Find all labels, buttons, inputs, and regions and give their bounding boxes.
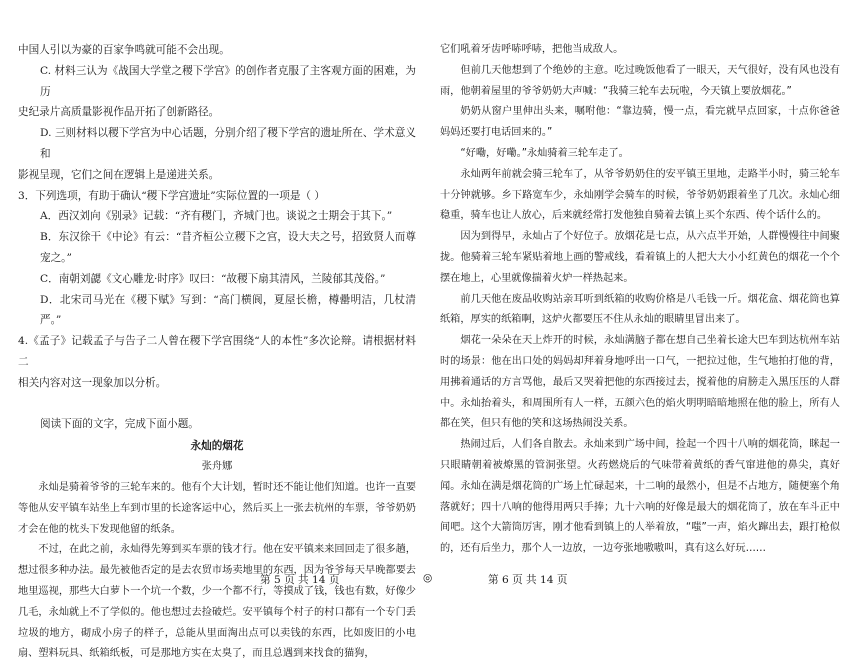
story-paragraph: 它们吼着牙齿呼哧呼哧，把他当成敌人。 bbox=[440, 44, 624, 55]
q3-option-d: D．北宋司马光在《稷下赋》写到：“高门横阆，夏屋长檐，樽罍明洁，几杖清严。” bbox=[40, 293, 416, 327]
q4-stem-cont: 相关内容对这一现象加以分析。 bbox=[18, 376, 167, 389]
story-title: 永灿的烟花 bbox=[190, 440, 244, 453]
story-paragraph: “好嘞，好嘞。”永灿骑着三轮车走了。 bbox=[460, 147, 629, 159]
story-paragraph: 热闹过后，人们各自散去。永灿来到广场中间，捡起一个四十八响的烟花筒，眯起一只眼睛朝着被燎黑的管洞张望。火药燃烧后的气味带着黄纸的香气窜进他的鼻尖，真好闻。永灿在满是烟花筒的广场上忙碌起来，十二响的最然小，但是不占地方，随便塞个角落就好；四十八响的他得用两只手捧；九十六响的好像是最大的烟花筒了，放在车斗正中间吧。这个大箭筒厉害，刚才他看到镇上的人举着放，“嗤”一声，焰火蹿出去，跟打枪似的，还有后坐力，那个人一边放，一边夸张地嗷嗷叫，真有这么好玩…… bbox=[440, 439, 840, 555]
left-column bbox=[18, 40, 416, 665]
story-paragraph: 永灿是骑着爷爷的三轮车来的。他有个大计划，暂时还不能让他们知道。也许一直要等他从安平镇车站坐上车到市里的长途客运中心，然后买上一张去杭州的车票，爷爷奶奶才会在他的枕头下发现他留的纸条。 bbox=[18, 481, 416, 535]
reading-instruction: 阅读下面的文字，完成下面小题。 bbox=[40, 417, 199, 430]
q2-option-c-cont: 史纪录片高质量影视作品开拓了创新路径。 bbox=[18, 106, 220, 119]
story-author: 张舟娜 bbox=[201, 461, 233, 473]
q3-option-b: B．东汉徐干《中论》有云：“昔齐桓公立稷下之宫，设大夫之号，招致贤人而尊宠之。” bbox=[40, 231, 416, 264]
q2-option-d-cont: 影视呈现，它们之间在逻辑上是递进关系。 bbox=[18, 168, 220, 181]
right-column bbox=[440, 40, 840, 560]
story-paragraph: 不过，在此之前，永灿得先筹到买车票的钱才行。他在安平镇来来回回走了很多趟，想过很多种办法。最先被他否定的是去农贸市场卖地里的东西，因为爷爷每天早晚都要去地里巡视，那些大白萝卜一个坑一个数，少一个都不行，等摸成了钱，钱也有数，好像少几毛，永灿就上不了学似的。他也想过去捡破烂。安平镇每个村子的村口都有一个专门丢垃圾的地方，砌成小房子的样子，总能从里面淘出点可以卖钱的东西，比如废旧的小电扇、塑料玩具、纸箱纸板，可是那地方实在太臭了，而且总遇到来找食的猫狗， bbox=[18, 544, 416, 660]
page-number-left: 第 5 页 共 14 页 bbox=[260, 574, 340, 586]
story-paragraph: 但前几天他想到了个绝妙的主意。吃过晚饭他看了一眼天，天气很好，没有风也没有雨，他朝着屋里的爷爷奶奶大声喊：“我骑三轮车去玩啦，今天镇上要放烟花。” bbox=[440, 64, 840, 97]
spacer bbox=[18, 394, 416, 414]
story-paragraph: 因为到得早，永灿占了个好位子。放烟花是七点，从六点半开始，人群慢慢往中间聚拢。他骑着三轮车紧贴着地上画的警戒线，看着镇上的人把大大小小红黄色的烟花一个个摆在地上，心里就像揣着火炉一样热起来。 bbox=[440, 231, 840, 284]
story-paragraph: 前几天他在废品收购站亲耳听到纸箱的收购价格是八毛钱一斤。烟花盒、烟花筒也算纸箱，厚实的纸箱啊，这炉火都要压不住从永灿的眼睛里冒出来了。 bbox=[440, 293, 840, 326]
story-paragraph: 永灿两年前就会骑三轮车了，从爷爷奶奶住的安平镇王里地，走路半小时，骑三轮车十分钟就够。乡下路宽车少，永灿刚学会骑车的时候，爷爷奶奶跟着坐了几次。永灿心细稳重，骑车也让人放心，后来就经常打发他独自骑着去镇上买个东西、传个话什么的。 bbox=[440, 168, 840, 222]
q3-option-c: C．南朝刘勰《文心雕龙·时序》叹曰：“故稷下扇其清风，兰陵郁其茂俗。” bbox=[40, 272, 386, 285]
q2-option-b-tail: 中国人引以为豪的百家争鸣就可能不会出现。 bbox=[18, 44, 230, 56]
page-number-right: 第 6 页 共 14 页 bbox=[488, 574, 568, 586]
story-paragraph: 烟花一朵朵在天上炸开的时候，永灿满脑子都在想自己坐着长途大巴车到达杭州车站时的场景：他在出口处的妈妈却拜着身地呼出一口气，一把拉过他，生气地拍打他的背，用拂着通话的方言骂他，最后又哭着把他的东西接过去，搅着他的肩膀走入黑压压的人群中。永灿抬着头，和周围所有人一样，五颜六色的焰火明明暗暗地照在他的脸上，所有人都在笑，但只有他的笑和这场热闹没关系。 bbox=[440, 335, 840, 430]
q2-option-c: C. 材料三认为《战国大学堂之稷下学宫》的创作者克服了主客观方面的困难，为历 bbox=[40, 64, 416, 98]
q3-option-a: A．西汉刘向《别录》记载：“齐有稷门，齐城门也。谈说之士期会于其下。” bbox=[40, 210, 393, 223]
q4-stem: 4.《孟子》记载孟子与告子二人曾在稷下学宫围绕“人的本性”多次论辩。请根据材料二 bbox=[18, 335, 416, 368]
q3-stem: 3．下列选项，有助于确认“稷下学宫遗址”实际位置的一项是（ ） bbox=[18, 189, 325, 202]
q2-option-d: D. 三则材料以稷下学宫为中心话题，分别介绍了稷下学宫的遗址所在、学术意义和 bbox=[40, 127, 416, 160]
story-paragraph: 奶奶从窗户里伸出头来，嘱咐他：“靠边骑，慢一点，看完就早点回家，十点你爸爸妈妈还要打电话回来的。” bbox=[440, 106, 840, 139]
binding-mark: ◎ bbox=[423, 572, 433, 584]
